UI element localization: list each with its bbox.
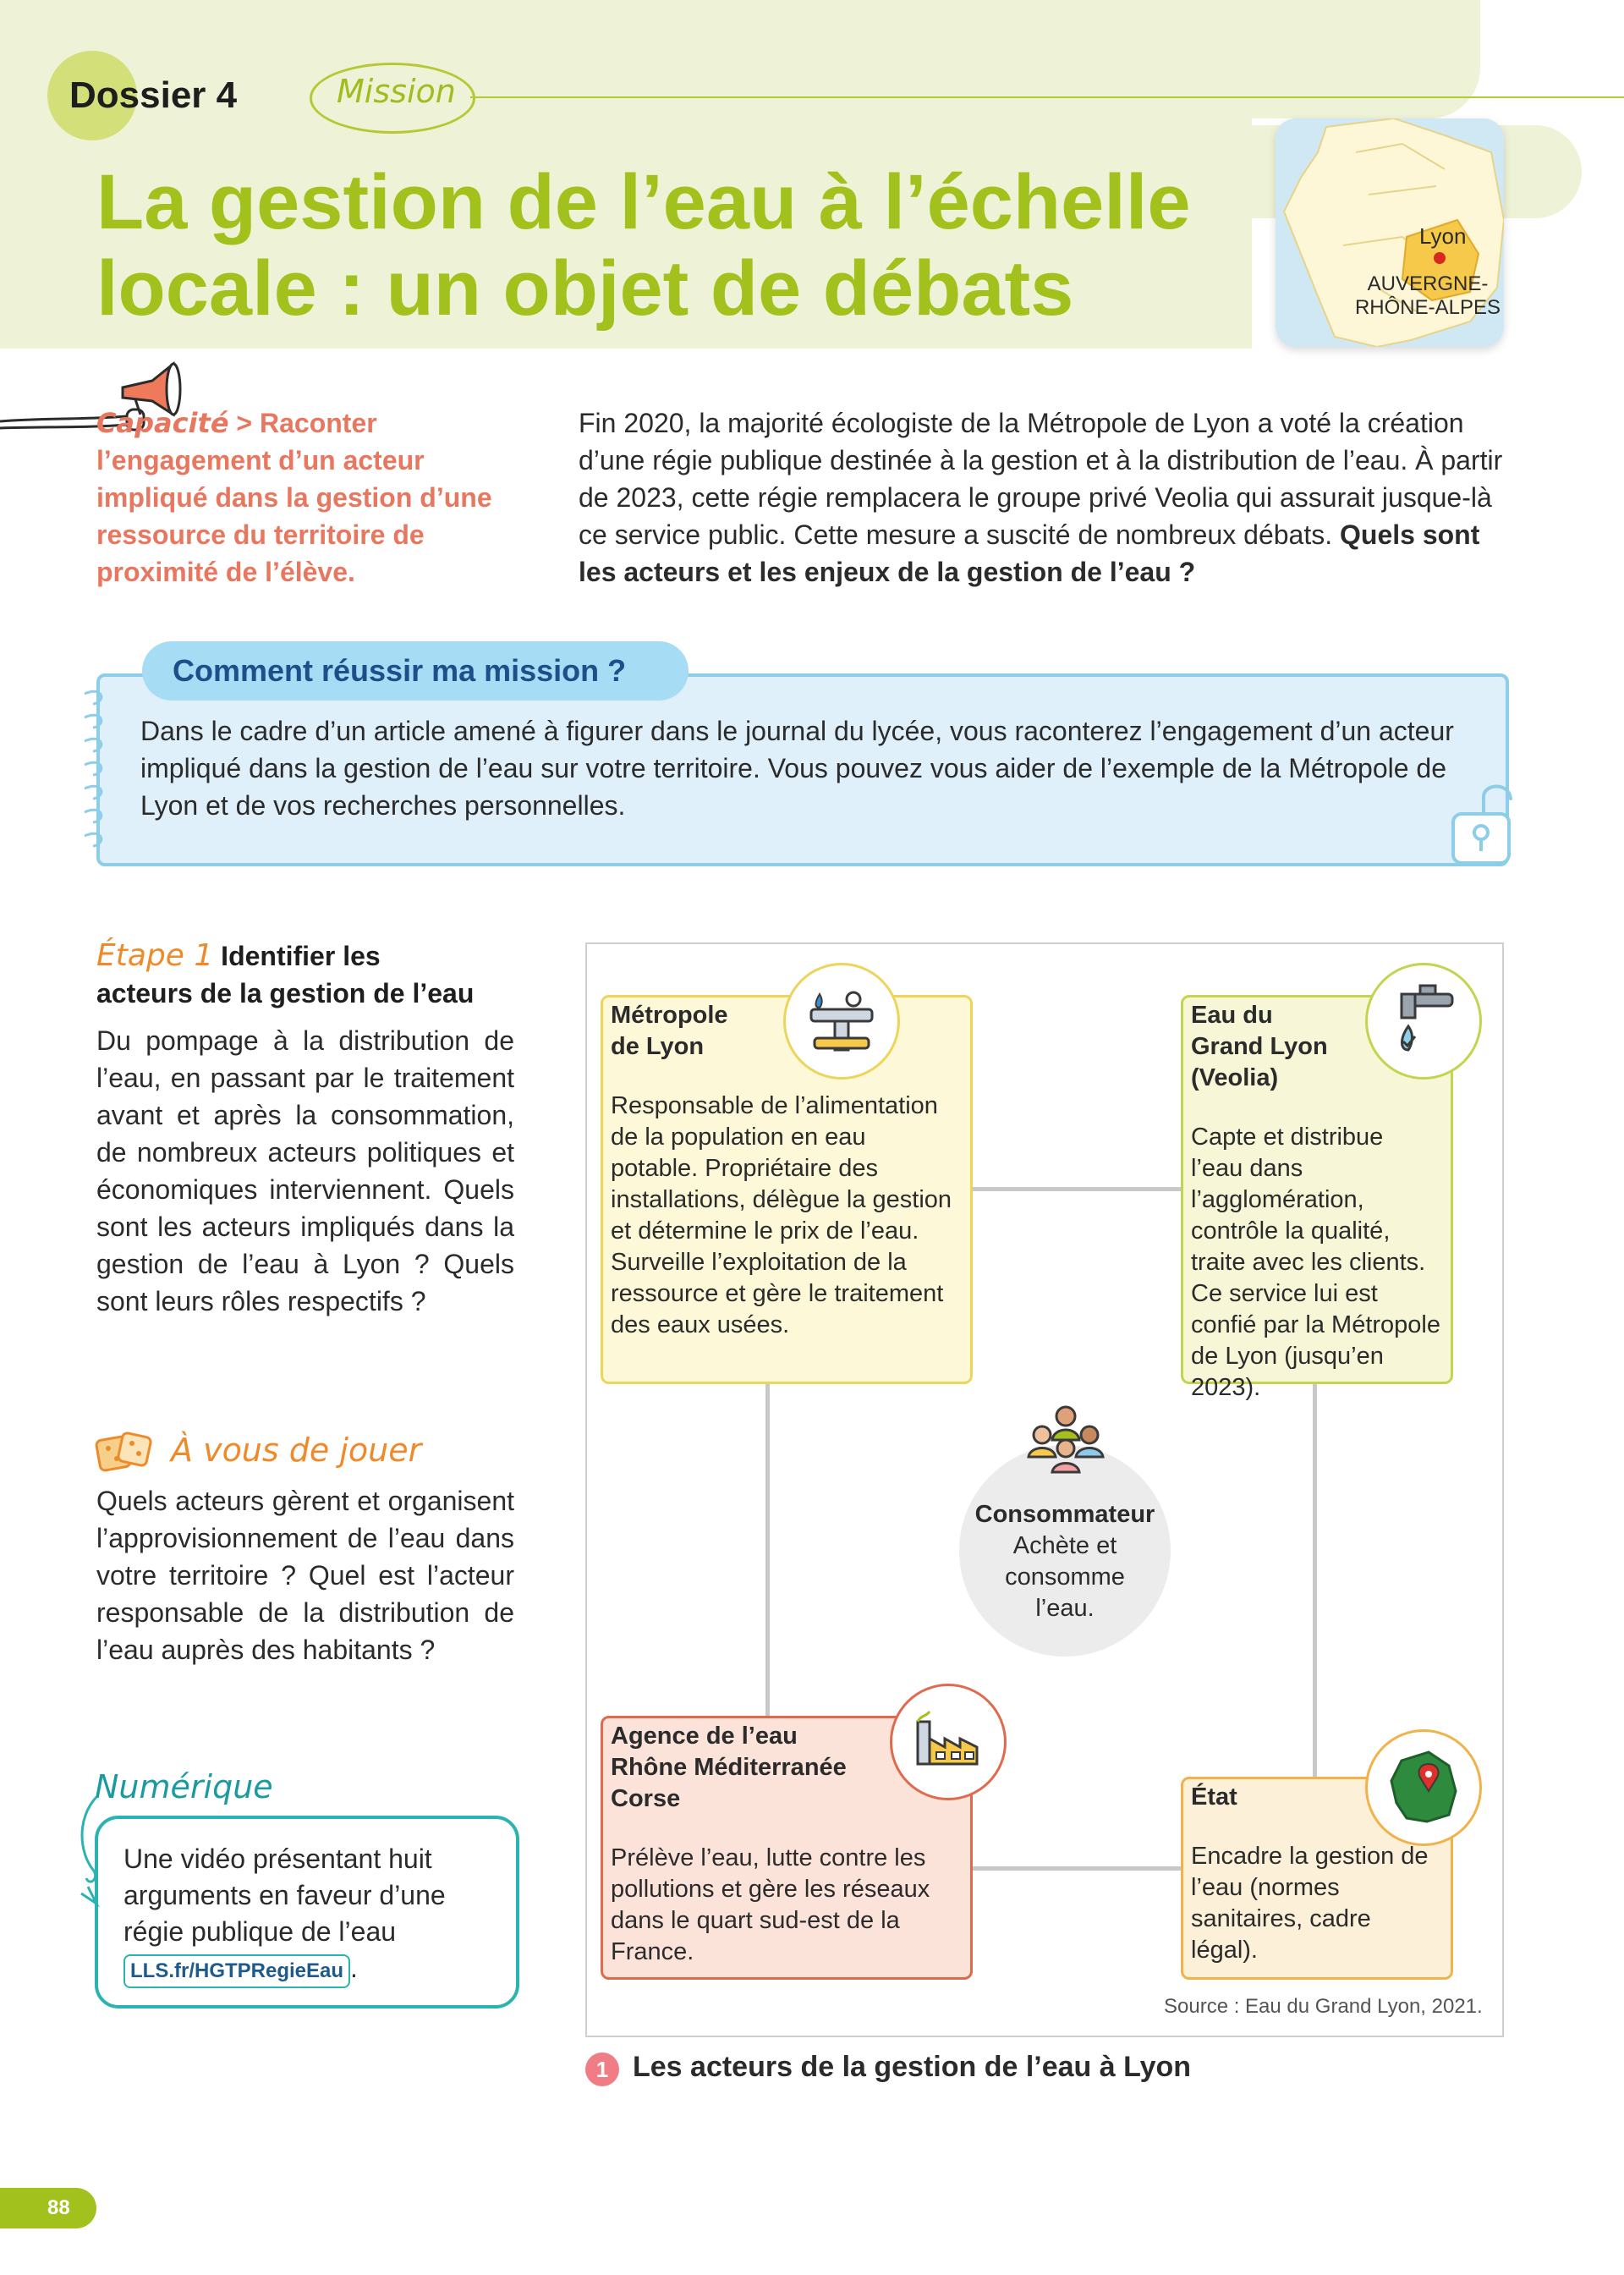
hook-arrow-icon <box>76 1794 110 1912</box>
actor-eau-name-2: Grand Lyon <box>1191 1033 1328 1060</box>
numerique-title: Numérique <box>95 1768 273 1805</box>
unlock-icon <box>1450 778 1517 871</box>
actor-agence-name-1: Agence de l’eau <box>611 1723 798 1750</box>
capacite-block <box>96 404 511 591</box>
consumer-name: Consommateur <box>974 1501 1155 1528</box>
page-number: 88 <box>47 2196 70 2219</box>
consumer-desc-1: Achète et <box>1012 1532 1117 1559</box>
map-region-line1: AUVERGNE- <box>1367 272 1489 295</box>
actor-eau-desc: Capte et distribue l’eau dans l’agglomération, contrôle la qualité, traite avec les clients. Ce service lui est confié par la Métropole de Lyon (jusqu’en 2023). <box>1191 1124 1440 1401</box>
mission-text: Dans le cadre d’un article amené à figurer dans le journal du lycée, vous raconterez l’engagement d’un acteur impliqué dans la gestion de l’eau sur votre territoire. Vous pouvez vous aider de l’exemple de la Métropole de Lyon et de vos recherches personnelles. <box>140 716 1454 821</box>
map-region-label <box>1352 272 1504 320</box>
a-vous-text: Quels acteurs gèrent et organisent l’approvisionnement de l’eau dans votre territoire ? Quel est l’acteur responsable de la distribution de l’eau auprès des habitants ? <box>96 1486 514 1665</box>
figure-number: 1 <box>585 2052 619 2086</box>
numerique-link[interactable]: LLS.fr/HGTPRegieEau <box>123 1954 350 1988</box>
actor-agence-desc: Prélève l’eau, lutte contre les pollutions et gère les réseaux dans le quart sud-est de la France. <box>611 1844 930 1965</box>
capacite-text-rest: l’engagement d’un acteur impliqué dans la gestion d’une ressource du territoire de proximité de l’élève. <box>96 445 492 587</box>
intro-paragraph <box>579 404 1506 591</box>
connector-eau-etat <box>1313 1379 1317 1777</box>
map-region-line2: RHÔNE-ALPES <box>1354 296 1501 319</box>
connector-agence-etat <box>968 1866 1181 1871</box>
figure-caption: Les acteurs de la gestion de l’eau à Lyon <box>633 2051 1192 2083</box>
mission-heading: Comment réussir ma mission ? <box>173 653 627 688</box>
intro-question: Quels sont les acteurs et les enjeux de la gestion de l’eau ? <box>579 519 1480 587</box>
header-rule <box>470 96 1624 98</box>
mission-label: Mission <box>337 73 456 110</box>
actor-metropole-text <box>611 1000 957 1341</box>
actor-agence-name-2: Rhône Méditerranée <box>611 1754 847 1781</box>
numerique-period: . <box>350 1953 358 1983</box>
actor-eau-name-1: Eau du <box>1191 1002 1273 1029</box>
etape-label: Étape 1 <box>96 938 214 973</box>
a-vous-title: À vous de jouer <box>171 1431 422 1469</box>
location-map <box>1276 118 1504 347</box>
factory-icon <box>890 1684 1007 1800</box>
actor-etat-name: État <box>1191 1783 1237 1811</box>
capacite-arrow: > <box>236 408 253 438</box>
consumer-desc-2: consomme <box>1005 1563 1125 1591</box>
etape-title-2: acteurs de la gestion de l’eau <box>96 978 475 1008</box>
map-city-label: Lyon <box>1419 223 1467 249</box>
pipes-icon <box>783 963 900 1080</box>
tap-icon <box>1365 963 1482 1080</box>
capacite-label: Capacité <box>96 407 229 439</box>
connector-metropole-eau <box>968 1187 1181 1191</box>
connector-metropole-agence <box>765 1379 770 1716</box>
consumer-desc-3: l’eau. <box>1035 1595 1095 1622</box>
actor-agence-name-3: Corse <box>611 1785 681 1812</box>
france-map-icon <box>1365 1729 1482 1846</box>
etape-title <box>96 937 536 1012</box>
page-title <box>96 159 1196 332</box>
people-icon <box>1020 1401 1113 1486</box>
dossier-label: Dossier 4 <box>69 74 238 116</box>
consumer-text <box>959 1499 1171 1624</box>
notebook-spiral-icon <box>78 682 112 851</box>
diagram-source: Source : Eau du Grand Lyon, 2021. <box>1164 1995 1483 2018</box>
numerique-text <box>123 1841 496 1988</box>
intro-text: Fin 2020, la majorité écologiste de la Métropole de Lyon a voté la création d’une régie publique destinée à la gestion et à la distribution de l’eau. À partir de 2023, cette régie remplacera le groupe privé Veolia qui assurait jusque-là ce service public. Cette mesure a suscité de nombreux débats. <box>579 408 1503 550</box>
dice-icon <box>95 1426 154 1481</box>
actor-eau-name-3: (Veolia) <box>1191 1064 1279 1091</box>
etape-text: Du pompage à la distribution de l’eau, en passant par le traitement avant et après la consommation, de nombreux acteurs politiques et économiques interviennent. Quels sont les acteurs impliqués dans la gestion de l’eau à Lyon ? Quels sont leurs rôles respectifs ? <box>96 1025 514 1316</box>
page-title-line1: La gestion de l’eau à l’échelle <box>96 159 1191 245</box>
page-title-line2: locale : un objet de débats <box>96 245 1074 332</box>
actor-metropole-name-2: de Lyon <box>611 1033 705 1060</box>
actor-metropole-desc: Responsable de l’alimentation de la population en eau potable. Propriétaire des installations, délègue la gestion et détermine le prix de l’eau. Surveille l’exploitation de la ressource et gère le traitement des eaux usées. <box>611 1092 952 1338</box>
actor-metropole-name-1: Métropole <box>611 1002 728 1029</box>
actor-etat-desc: Encadre la gestion de l’eau (normes sanitaires, cadre légal). <box>1191 1843 1429 1964</box>
capacite-text-first: Raconter <box>259 408 377 438</box>
header-tab-top <box>1252 0 1480 118</box>
etape-title-1: Identifier les <box>221 941 381 971</box>
numerique-description: Une vidéo présentant huit arguments en faveur d’une régie publique de l’eau <box>123 1844 446 1947</box>
